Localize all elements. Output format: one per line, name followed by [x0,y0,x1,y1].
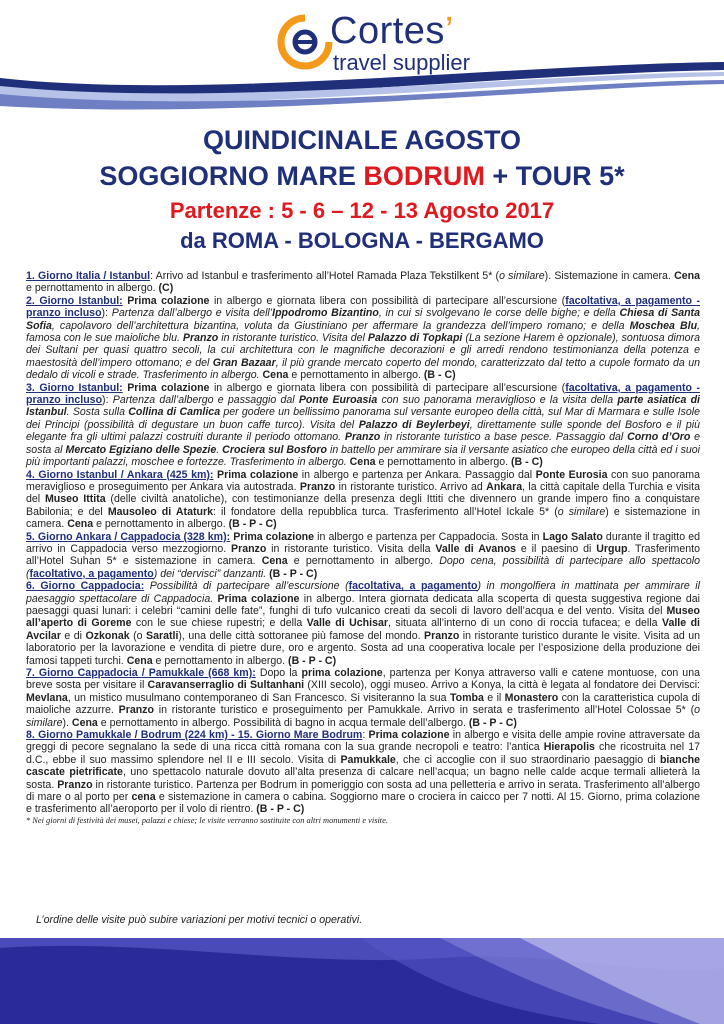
day-text: e pernottamento in albergo. [375,456,512,469]
departures-line: Partenze : 5 - 6 – 12 - 13 Agosto 2017 [169,198,555,223]
day-text: (delle civiltà anatoliche), con testimonianze della presenza degli Ittiti che divennero un grande impero fino a conquistare Babilonia; e del [26,493,700,518]
day-text: Cena [261,555,288,568]
day-text: Urgup [596,542,628,555]
day-text: , direttamente sulle sponde del Bosforo e il più elegante fra gli ultimi palazzi costruiti durante il periodo ottomano. [26,418,700,444]
day-text: Partenza dall’albergo e visita dell’ [111,307,273,320]
day-text: , famosa con le sue maioliche blu. [26,319,700,345]
day-text: Ozkonak [85,629,130,642]
day-text: , un mistico musulmano contemporaneo di San Francesco. Si visiteranno la sua [67,691,450,704]
day-text: con le sue chiese rupestri; e della [131,617,307,630]
day-paragraph [26,667,700,729]
day-text: Tomba [449,691,484,704]
day-text: in ristorante turistico. Visita del [218,332,368,345]
day-paragraph [26,531,700,581]
day-text: Dopo la [255,667,302,679]
day-text: Prima colazione [127,381,210,394]
day-text: in ristorante turistico a base pesce. Passaggio dal [380,431,628,444]
header-swoosh [0,60,724,120]
day-text: ). [62,716,72,729]
day-text: prima colazione [301,667,383,679]
day-text: con suo panorama meraviglioso e la visita della [377,394,618,407]
sub-title: SOGGIORNO MARE BODRUM + TOUR 5* [99,161,625,191]
day-text: : Arrivo ad Istanbul e trasferimento all’Hotel Ramada Plaza Tekstilkent 5* ( [150,270,500,282]
day-text: , la città capitale della Turchia e visita del [26,480,700,506]
day-text: Cena [674,270,700,282]
day-text: . [216,443,223,456]
day-text: in albergo e partenza per Ankara. Passaggio dal [298,468,536,481]
day-text: ) e sistemazione in camera. [26,505,700,531]
day-text: , partenza per Konya attraverso valli e catene montuose, con una breve sosta per visitare il [26,667,700,692]
day-text: , in cui si svolgevano le corse delle bighe; e della [378,307,620,320]
day-text: in albergo e visita delle ampie rovine attraversate da greggi di pecore segnalano la sede di una ricca città romana con la sua grande necropoli e teatro: l’antica [26,729,700,754]
day-text: o similare [557,505,606,518]
day-text: Ankara [486,480,523,493]
day-text: facoltativa, a pagamento - pranzo incluso [26,294,700,320]
day-text: (B - C) [423,369,456,382]
day-text: e pernottamento in albergo. [288,369,424,382]
day-text: Caravanserraglio di Sultanhani [147,679,305,692]
day-paragraph [26,580,700,667]
day-paragraph [26,729,700,816]
day-text: (B - P - C) [228,518,277,531]
day-text: in ristorante turistico. Partenza per Bodrum in pomeriggio con sosta ad una pelletteria e arrivo in serata. Trasferimento all’albergo di mare o al porto per [26,778,700,804]
day-text: , che ci accoglie con il suo straordinario paesaggio di [395,753,660,766]
day-text: (B - P - C) [288,654,337,667]
day-text: Pamukkale [340,753,396,766]
day-text: Gran Bazaar [212,356,276,369]
day-text: (La sezione Harem è opzionale), sontuosa dimora dei Sultani per quasi quattro secoli, la cui architettura con le magnifiche decorazioni e gli arredi rendono testimonianza della potenza e maestosità dell’impero ottomano; e del [26,332,700,369]
day-text: : [362,729,369,742]
day-text: Crociera sul Bosforo [222,443,327,456]
day-text: e il [483,691,505,704]
day-text: Cena [67,518,94,531]
day-text: (o [129,629,147,642]
day-text: (B - P - C) [269,567,318,580]
day-text: ) dei “dervisci” danzanti. [153,567,270,580]
day-paragraph [26,382,700,469]
day-text: con suo panorama meraviglioso e proseguimento per Ankara via autostrada. [26,468,700,493]
day-text: Pranzo [424,629,460,642]
day-text: Pranzo [299,480,336,493]
day-text: Dopo cena, possibilità di partecipare allo spettacolo ( [26,555,701,580]
day-paragraph [26,295,700,382]
day-text: e pernottamento in albergo. [93,518,229,531]
day-text: ), una delle città sottoranee più famose del mondo. [178,629,424,642]
day-text: Saratli [146,629,179,642]
day-text: e pernottamento in albergo. [152,654,289,667]
day-text: e il paesino di [516,542,597,555]
day-text: Museo Ittita [44,493,106,506]
day-text: Mausoleo di Ataturk [107,505,213,518]
day-text: ): [101,307,112,320]
day-text: Collina di Camlica [128,406,221,419]
day-text: facoltativo, a pagamento [29,567,154,580]
day-text: bianche cascate pietrificate [26,753,700,779]
day-text: Chiesa di Santa Sofia [26,307,700,332]
day-text: Prima colazione [217,468,299,481]
day-text: facoltativa, a pagamento [348,580,478,593]
day-text: e di [60,629,86,642]
title-block [0,120,724,256]
day-text: . Sosta sulla [66,406,129,419]
day-text: ) in mongolfiera in mattinata per ammirare il paesaggio spettacolare di Cappadocia. [26,580,700,605]
day-text: in albergo. Intera giornata dedicata alla scoperta di questa suggestiva regione dai paesaggi quasi lunari: i celebri “camini delle fate”, funghi di tufo vulcanico creati da secoli di lavoro dell’acqua e del vento. Visita del [26,592,700,617]
day-text: Valle di Uchisar [306,617,389,630]
day-text: Hierapolis [543,741,595,754]
day-text: . Trasferimento all’Hotel Suhan 5* e sistemazione in camera. [26,542,701,568]
main-title: QUINDICINALE AGOSTO [202,125,521,155]
day-text: : il fondatore della repubblica turca. Trasferimento all’Hotel Ickale 5* ( [213,505,558,518]
day-text: (B - P - C) [256,803,305,816]
day-text: (B - C) [511,456,543,469]
day-text: in ristorante turistico. Arrivo ad [335,480,487,493]
day-text: e sosta al [26,431,701,456]
day-text: Pranzo [118,704,154,717]
day-text: Ippodromo Bizantino [272,307,379,320]
day-text: ). Sistemazione in camera. [544,270,675,282]
day-text: Prima colazione [217,592,300,605]
day-text: Prima colazione [368,729,450,742]
day-heading: 5. Giorno Ankara / Cappadocia (328 km): [26,530,231,543]
day-text: (B - P - C) [468,716,517,729]
day-text: Palazzo di Topkapi [367,332,463,345]
day-text: , uno spettacolo naturale dovuto all’alta presenza di calcare nell’acqua; un bagno nelle calde acque termali allieterà la sosta. [26,766,700,791]
day-text: per godere un bellissimo panorama sul versante europeo della città, sul Mar di Marmara e sulle Isole dei Principi (possibilità di degustare un buon caffe turco). Visita del [26,406,700,431]
day-text: e pernottamento in albergo. [287,555,440,568]
day-text: Partenza dall’albergo e passaggio dal [112,394,299,407]
footnote: * Nei giorni di festività dei musei, palazzi e chiese; le visite verranno sostituite con altri monumenti e visite. [26,815,388,825]
day-text: cena [131,791,156,804]
day-text: o similare [499,270,545,282]
day-text: e sistemazione in camera o cabina. Soggiorno mare o crociera in caicco per 7 notti. Al 15. Giorno, prima colazione e trasferimento all’aeroporto per il volo di rientro. [26,791,700,816]
day-text: Possibilità di partecipare all’escursione ( [149,580,349,593]
day-paragraph [26,270,700,295]
day-text: parte asiatica di Istanbul [26,394,700,419]
order-note: L’ordine delle visite può subire variazioni per motivi tecnici o operativi. [36,914,363,926]
day-text: Valle di Avanos [435,542,517,555]
day-text: in ristorante turistico e proseguimento per Pamukkale. Arrivo in serata e trasferimento all’Hotel Colossae 5* ( [153,704,695,717]
day-text: con la caratteristica cupola di maioliche azzurre. [26,691,700,717]
footer-decoration [0,938,724,1024]
day-text: , capolavoro dell’architettura bizantina, voluta da Giustiniano per affermare la grandezza dell’impero romano; e della [51,319,630,332]
day-text: Cena [262,369,289,382]
day-text: in battello per ammirare sia il versante asiatico che europeo della città ed i suoi più importanti palazzi, moschee e fortezze. Trasferimento in albergo. [26,443,700,469]
day-text: Moschea Blu [629,319,698,332]
day-text: in ristorante turistico durante le visite. Visita ad un laboratorio per la lavorazione e vendita di pietre dure, oro e argento. Sosta ad una cooperativa locale per l’esposizione della produzione dei famosi tappeti turchi. [26,629,700,667]
day-heading: 8. Giorno Pamukkale / Bodrum (224 km) - 15. Giorno Mare Bodrum [26,729,363,742]
cities-line: da ROMA - BOLOGNA - BERGAMO [180,228,544,253]
logo-tagline: travel supplier [333,50,470,75]
day-text: Valle di Avcilar [26,617,701,642]
day-text: Museo all’aperto di Goreme [26,604,700,630]
day-text: Cena [71,716,98,729]
day-text: e pernottamento in albergo. [26,282,159,295]
day-text: Ponte Euroasia [298,394,378,407]
day-text: in albergo e giornata libera con possibilità di partecipare all’escursione ( [209,381,566,394]
day-text: Pranzo [57,778,93,791]
day-paragraph [26,469,700,531]
day-text: in albergo e partenza per Cappadocia. Sosta in [314,530,543,543]
day-heading: 7. Giorno Cappadocia / Pamukkale (668 km): [26,667,256,679]
day-text: durante il tragitto ed arrivo in Cappadocia verso mezzogiorno. [26,530,700,555]
day-text: (C) [158,282,174,295]
day-text: Lago Salato [542,530,603,543]
day-text: , il più grande mercato coperto del mondo, caratterizzato dal tetto a cupole formato da un dedalo di vicoli e strade. Trasferimento in albergo. [26,356,700,382]
day-text: in ristorante turistico. Visita della [266,542,436,555]
day-text: o similare [26,704,701,729]
logo-brand: Cortes’ [330,10,454,52]
day-text: Prima colazione [127,294,210,307]
day-text: Cena [349,456,376,469]
itinerary [26,270,700,826]
day-text: Cena [126,654,153,667]
day-text: e pernottamento in albergo. Possibilità di bagno in acqua termale dell’albergo. [97,716,469,729]
day-text: facoltativa, a pagamento - pranzo incluso [26,381,700,407]
day-text: che ricostruita nel 17 d.C., ebbe il suo massimo splendore nel II e III secolo. Visita di [26,741,700,766]
day-text: Mercato Egiziano delle Spezie [65,443,217,456]
day-text: Prima colazione [233,530,315,543]
day-heading: 2. Giorno Istanbul: [26,294,123,307]
day-heading: 4. Giorno Istanbul / Ankara (425 km): [26,468,214,481]
day-text: Pranzo [231,542,267,555]
day-text: Pranzo [344,431,381,444]
header [0,0,724,120]
day-text: ): [102,394,113,407]
day-text: Corno d’Oro [627,431,691,444]
day-text: Pranzo [182,332,219,345]
day-text: Mevlana [26,691,68,704]
day-text: (XIII secolo), oggi museo. Arrivo a Konya, la città è legata al fondatore dei Dervisci: [304,679,700,692]
day-heading: 3. Giorno Istanbul: [26,381,123,394]
day-text: , situata all’interno di un cono di roccia tufacea; e della [388,617,662,630]
day-text: Monastero [504,691,559,704]
day-text: Ponte Eurosia [535,468,608,481]
day-heading: 6. Giorno Cappadocia: [26,580,145,593]
day-heading: 1. Giorno Italia / Istanbul [26,270,151,282]
day-text: in albergo e giornata libera con possibilità di partecipare all’escursione ( [209,294,566,307]
day-text: Palazzo di Beylerbeyi [358,418,470,431]
